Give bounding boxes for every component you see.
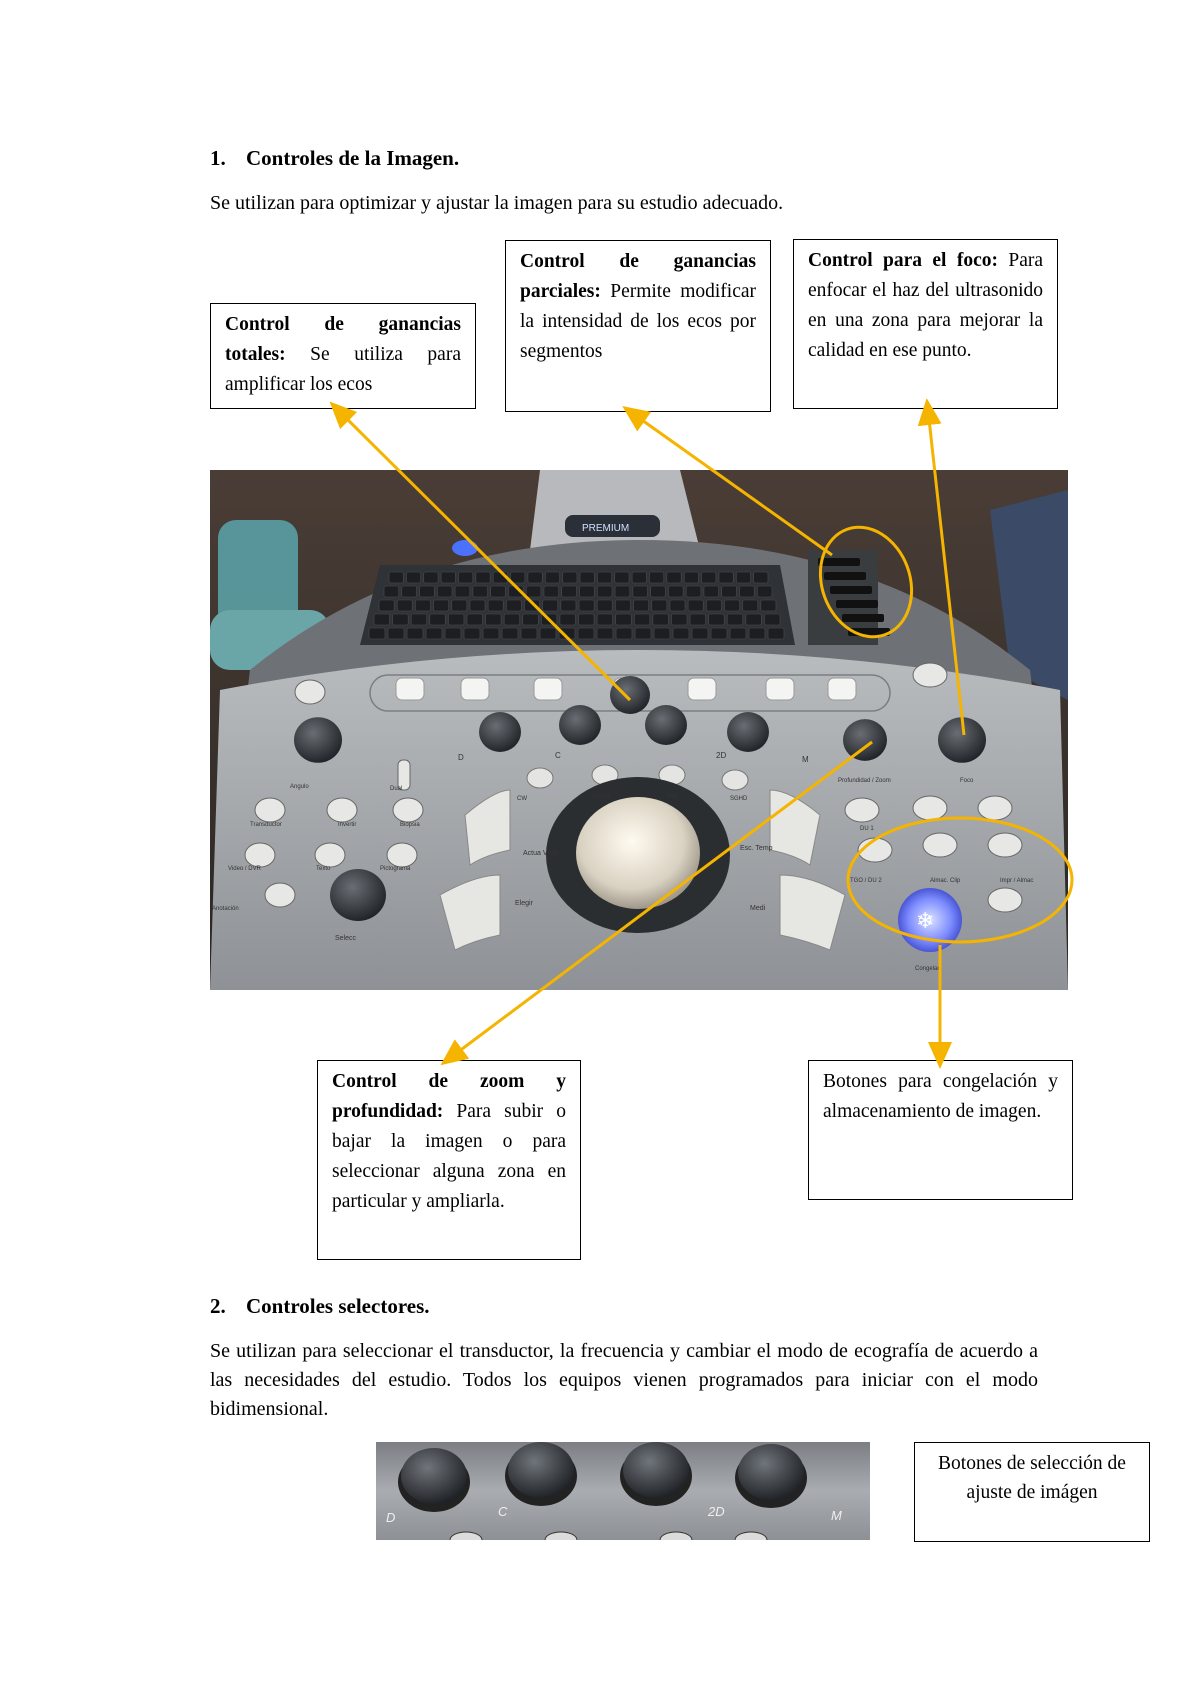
keyboard-key[interactable]	[524, 600, 539, 611]
keyboard-key[interactable]	[389, 572, 403, 583]
keyboard-key[interactable]	[523, 614, 539, 625]
keyboard-key[interactable]	[668, 586, 683, 597]
ultrasound-console-photo	[210, 470, 1068, 990]
keyboard-key[interactable]	[722, 586, 737, 597]
callout-freeze-text: Botones para congelación y almacenamiento de imagen.	[823, 1071, 1058, 1122]
keyboard-key[interactable]	[634, 600, 649, 611]
label-texto: Texto	[316, 866, 331, 872]
label-m: M	[802, 755, 809, 764]
keyboard-key[interactable]	[743, 600, 758, 611]
keyboard-key[interactable]	[768, 628, 784, 639]
callout-gain-total	[210, 303, 476, 409]
keyboard-key[interactable]	[719, 572, 733, 583]
keyboard-key[interactable]	[632, 572, 646, 583]
preset-key[interactable]	[396, 678, 424, 700]
label-angulo: Angulo	[290, 784, 309, 790]
keyboard-key[interactable]	[597, 614, 613, 625]
label-du2: TGO / DU 2	[850, 878, 882, 884]
label-congelar: Congelar	[915, 966, 940, 972]
keyboard-key[interactable]	[652, 600, 667, 611]
control-knob[interactable]	[938, 717, 986, 763]
callout-gain-partial-title: Control de ganancias parciales:	[520, 251, 756, 302]
keyboard-key[interactable]	[633, 586, 648, 597]
function-button[interactable]	[988, 888, 1022, 912]
keyboard-key[interactable]	[690, 614, 706, 625]
section-1-heading	[210, 146, 459, 171]
strip-knob[interactable]	[623, 1442, 689, 1498]
callout-focus	[793, 239, 1058, 409]
keyboard-key[interactable]	[374, 614, 390, 625]
label-c: C	[555, 751, 561, 760]
keyboard-key[interactable]	[393, 614, 409, 625]
keyboard-key[interactable]	[560, 614, 576, 625]
tgc-slider[interactable]	[836, 600, 878, 608]
callout-focus-title: Control para el foco:	[808, 250, 998, 271]
keyboard-key[interactable]	[635, 628, 651, 639]
keyboard-key[interactable]	[452, 600, 467, 611]
keyboard-key[interactable]	[649, 572, 663, 583]
keyboard-key[interactable]	[543, 600, 558, 611]
keyboard-key[interactable]	[493, 572, 507, 583]
label-biopsia: Biopsia	[400, 822, 420, 828]
keyboard-key[interactable]	[467, 614, 483, 625]
function-button[interactable]	[295, 680, 325, 704]
keyboard-key[interactable]	[653, 614, 669, 625]
tgc-slider[interactable]	[848, 628, 890, 636]
keyboard-key[interactable]	[464, 628, 480, 639]
keyboard-key[interactable]	[667, 572, 681, 583]
keyboard-key[interactable]	[541, 614, 557, 625]
keyboard-key[interactable]	[455, 586, 470, 597]
section-1-number: 1.	[210, 146, 226, 170]
knob-strip-photo	[376, 1442, 870, 1540]
label-dual: Dual	[390, 786, 403, 792]
keyboard-key[interactable]	[736, 572, 750, 583]
callout-zoom	[317, 1060, 581, 1260]
keyboard-key[interactable]	[545, 572, 559, 583]
function-button[interactable]	[913, 796, 947, 820]
keyboard-key[interactable]	[580, 572, 594, 583]
control-knob[interactable]	[645, 705, 687, 745]
keyboard-key[interactable]	[634, 614, 650, 625]
keyboard-key[interactable]	[709, 614, 725, 625]
keyboard-key[interactable]	[730, 628, 746, 639]
callout-gain-total-title: Control de ganancias totales:	[225, 314, 461, 365]
preset-key[interactable]	[766, 678, 794, 700]
label-d: D	[458, 753, 464, 762]
keyboard-key[interactable]	[448, 614, 464, 625]
keyboard-key[interactable]	[424, 572, 438, 583]
function-button[interactable]	[988, 833, 1022, 857]
label-transductor: Transductor	[250, 822, 282, 828]
function-button[interactable]	[315, 843, 345, 867]
keyboard-key[interactable]	[615, 572, 629, 583]
section-2-title: Controles selectores.	[246, 1294, 430, 1318]
function-button[interactable]	[393, 798, 423, 822]
keyboard-key[interactable]	[597, 586, 612, 597]
strip-knob[interactable]	[401, 1448, 467, 1504]
keyboard-key[interactable]	[384, 586, 399, 597]
label-pictograma: Pictograma	[380, 866, 411, 872]
callout-zoom-title: Control de zoom y profundidad:	[332, 1071, 566, 1122]
label-invertir: Invertir	[338, 822, 357, 828]
keyboard-key[interactable]	[486, 614, 502, 625]
keyboard-key[interactable]	[411, 614, 427, 625]
control-knob[interactable]	[559, 705, 601, 745]
label-anotacion: Anotación	[212, 906, 239, 912]
keyboard-key[interactable]	[684, 572, 698, 583]
callout-gain-total-text: Se utiliza para amplificar los ecos	[225, 344, 461, 395]
keyboard-key[interactable]	[561, 600, 576, 611]
callout-zoom-text: Para subir o bajar la imagen o para seleccionar alguna zona en particular y ampliarla.	[332, 1101, 566, 1212]
keyboard-key[interactable]	[511, 572, 525, 583]
strip-label-c: C	[498, 1504, 508, 1519]
keyboard-key[interactable]	[616, 614, 632, 625]
mode-button[interactable]	[722, 770, 748, 790]
label-select: Selecc	[335, 935, 357, 942]
keyboard-key[interactable]	[578, 628, 594, 639]
control-knob[interactable]	[479, 712, 521, 752]
select-knob[interactable]	[330, 869, 386, 921]
keyboard-key[interactable]	[597, 600, 612, 611]
preset-key[interactable]	[534, 678, 562, 700]
label-power: Power	[593, 794, 611, 800]
keyboard-key[interactable]	[559, 628, 575, 639]
preset-key[interactable]	[461, 678, 489, 700]
section-2-heading	[210, 1294, 430, 1319]
keyboard-key[interactable]	[754, 572, 768, 583]
callout-focus-text: Para enfocar el haz del ultrasonido en una zona para mejorar la calidad en ese punto.	[808, 250, 1044, 361]
callout-gain-partial-text: Permite modificar la intensidad de los ecos por segmentos	[520, 281, 756, 362]
keyboard-key[interactable]	[597, 628, 613, 639]
control-knob[interactable]	[294, 717, 342, 763]
keyboard-key[interactable]	[563, 572, 577, 583]
control-knob[interactable]	[843, 719, 887, 761]
mode-button[interactable]	[527, 768, 553, 788]
function-button[interactable]	[978, 796, 1012, 820]
control-knob[interactable]	[610, 676, 650, 714]
tgc-slider[interactable]	[818, 558, 860, 566]
label-du1: DU 1	[860, 826, 874, 832]
label-cw: CW	[517, 796, 527, 802]
keyboard-key[interactable]	[483, 628, 499, 639]
strip-label-d: D	[386, 1510, 396, 1525]
keyboard-key[interactable]	[502, 628, 518, 639]
keyboard-key[interactable]	[711, 628, 727, 639]
keyboard-key[interactable]	[379, 600, 394, 611]
section-2-number: 2.	[210, 1294, 226, 1318]
keyboard-key[interactable]	[528, 572, 542, 583]
callout-freeze	[808, 1060, 1073, 1200]
keyboard-key[interactable]	[426, 628, 442, 639]
keyboard-key[interactable]	[445, 628, 461, 639]
label-almac: Almac. Clip	[930, 878, 961, 884]
power-button[interactable]	[452, 540, 478, 556]
keyboard-key[interactable]	[491, 586, 506, 597]
keyboard-key[interactable]	[654, 628, 670, 639]
keyboard-key[interactable]	[540, 628, 556, 639]
strip-caption: Botones de selección de ajuste de imágen	[914, 1442, 1150, 1542]
keyboard-key[interactable]	[506, 600, 521, 611]
strip-label-2d: 2D	[708, 1504, 725, 1519]
keyboard-key[interactable]	[458, 572, 472, 583]
keyboard-key[interactable]	[407, 628, 423, 639]
keyboard-key[interactable]	[688, 600, 703, 611]
control-knob[interactable]	[727, 712, 769, 752]
keyboard-key[interactable]	[508, 586, 523, 597]
keyboard-key[interactable]	[488, 600, 503, 611]
keyboard-key[interactable]	[580, 586, 595, 597]
function-button[interactable]	[913, 663, 947, 687]
keyboard-key[interactable]	[651, 586, 666, 597]
keyboard-key[interactable]	[724, 600, 739, 611]
keyboard-key[interactable]	[704, 586, 719, 597]
label-imagen: Impr / Almac	[1000, 878, 1034, 884]
keyboard-key[interactable]	[706, 600, 721, 611]
section-1-title: Controles de la Imagen.	[246, 146, 460, 170]
label-the: THE	[666, 794, 678, 800]
tgc-slider[interactable]	[824, 572, 866, 580]
keyboard-key[interactable]	[727, 614, 743, 625]
label-video: Video / DVR	[228, 866, 261, 872]
callout-gain-partial	[505, 240, 771, 412]
keyboard-key[interactable]	[615, 586, 630, 597]
keyboard-key[interactable]	[406, 572, 420, 583]
label-actua-vista: Actua Vista	[523, 850, 559, 857]
section-1-intro: Se utilizan para optimizar y ajustar la imagen para su estudio adecuado.	[210, 192, 784, 214]
keyboard-key[interactable]	[761, 600, 776, 611]
keyboard[interactable]	[360, 565, 795, 645]
keyboard-key[interactable]	[579, 614, 595, 625]
snowflake-icon: ❄	[916, 908, 935, 933]
keyboard-key[interactable]	[504, 614, 520, 625]
keyboard-key[interactable]	[579, 600, 594, 611]
keyboard-key[interactable]	[686, 586, 701, 597]
keyboard-key[interactable]	[441, 572, 455, 583]
keyboard-key[interactable]	[544, 586, 559, 597]
tgc-sliders[interactable]	[808, 550, 890, 645]
function-button[interactable]	[845, 798, 879, 822]
keyboard-key[interactable]	[746, 614, 762, 625]
function-button[interactable]	[923, 833, 957, 857]
keyboard-key[interactable]	[702, 572, 716, 583]
function-button[interactable]	[327, 798, 357, 822]
keyboard-key[interactable]	[402, 586, 417, 597]
keyboard-key[interactable]	[430, 614, 446, 625]
keyboard-key[interactable]	[437, 586, 452, 597]
label-medi: Medi	[750, 905, 766, 912]
keyboard-key[interactable]	[671, 614, 687, 625]
function-button[interactable]	[858, 838, 892, 862]
keyboard-key[interactable]	[526, 586, 541, 597]
strip-label-m: M	[831, 1508, 842, 1523]
section-2-intro: Se utilizan para seleccionar el transductor, la frecuencia y cambiar el modo de ecografía de acuerdo a las necesidades del estudio. Todos los equipos vienen programados para iniciar con el modo bidimensional.	[210, 1340, 1038, 1420]
keyboard-key[interactable]	[434, 600, 449, 611]
function-button[interactable]	[265, 883, 295, 907]
keyboard-key[interactable]	[597, 572, 611, 583]
label-sghd: SGHD	[730, 796, 748, 802]
keyboard-key[interactable]	[670, 600, 685, 611]
keyboard-key[interactable]	[739, 586, 754, 597]
keyboard-key[interactable]	[470, 600, 485, 611]
function-button[interactable]	[255, 798, 285, 822]
keyboard-key[interactable]	[473, 586, 488, 597]
keyboard-key[interactable]	[388, 628, 404, 639]
tgc-slider[interactable]	[842, 614, 884, 622]
function-button[interactable]	[245, 843, 275, 867]
keyboard-key[interactable]	[757, 586, 772, 597]
keyboard-key[interactable]	[764, 614, 780, 625]
strip-knob[interactable]	[738, 1444, 804, 1500]
keyboard-key[interactable]	[673, 628, 689, 639]
label-esc-temp: Esc. Temp	[740, 845, 773, 852]
tgc-slider[interactable]	[830, 586, 872, 594]
preset-key[interactable]	[688, 678, 716, 700]
keyboard-key[interactable]	[562, 586, 577, 597]
keyboard-key[interactable]	[692, 628, 708, 639]
keyboard-key[interactable]	[749, 628, 765, 639]
keyboard-key[interactable]	[369, 628, 385, 639]
monitor-brand: PREMIUM	[582, 523, 630, 534]
preset-key[interactable]	[828, 678, 856, 700]
function-button[interactable]	[387, 843, 417, 867]
keyboard-key[interactable]	[616, 628, 632, 639]
keyboard-key[interactable]	[397, 600, 412, 611]
keyboard-key[interactable]	[420, 586, 435, 597]
trackball[interactable]	[546, 777, 730, 933]
label-2d: 2D	[716, 751, 727, 760]
label-depth: Profundidad / Zoom	[838, 778, 891, 784]
keyboard-key[interactable]	[615, 600, 630, 611]
keyboard-key[interactable]	[521, 628, 537, 639]
keyboard-key[interactable]	[476, 572, 490, 583]
label-elegir: Elegir	[515, 900, 533, 907]
keyboard-key[interactable]	[415, 600, 430, 611]
strip-knob[interactable]	[508, 1442, 574, 1498]
label-focus: Foco	[960, 778, 974, 784]
